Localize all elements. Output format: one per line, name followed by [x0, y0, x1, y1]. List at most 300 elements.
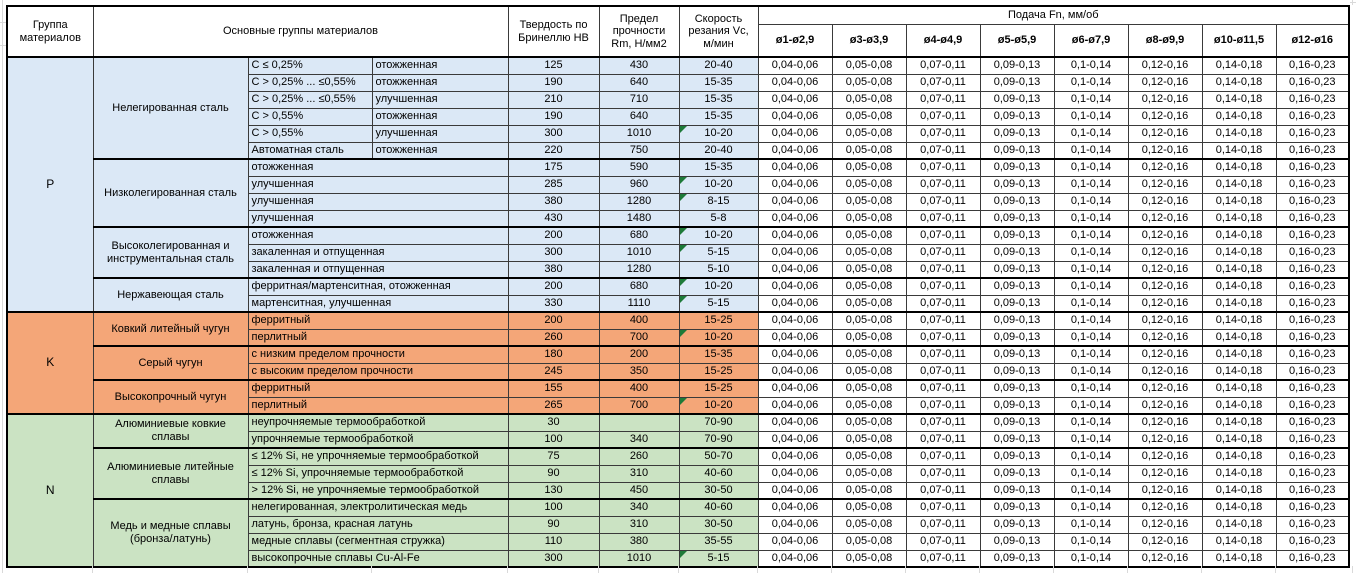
cell-feed-value[interactable]: 0,1-0,14: [1054, 91, 1128, 108]
cell-feed-value[interactable]: 0,07-0,11: [906, 210, 980, 227]
cell-feed-value[interactable]: 0,14-0,18: [1202, 516, 1276, 533]
cell-feed-value[interactable]: 0,07-0,11: [906, 414, 980, 431]
cell-hardness-hb[interactable]: 100: [508, 431, 599, 448]
cell-strength-rm[interactable]: 380: [599, 533, 679, 550]
cell-feed-value[interactable]: 0,07-0,11: [906, 57, 980, 74]
cell-feed-value[interactable]: 0,12-0,16: [1128, 329, 1202, 346]
cell-feed-value[interactable]: 0,09-0,13: [980, 431, 1054, 448]
cell-hardness-hb[interactable]: 245: [508, 363, 599, 380]
cell-feed-value[interactable]: 0,14-0,18: [1202, 142, 1276, 159]
cell-feed-value[interactable]: 0,04-0,06: [758, 431, 832, 448]
cell-feed-value[interactable]: 0,07-0,11: [906, 91, 980, 108]
cell-feed-value[interactable]: 0,12-0,16: [1128, 312, 1202, 329]
cell-feed-value[interactable]: 0,12-0,16: [1128, 516, 1202, 533]
cell-feed-value[interactable]: 0,14-0,18: [1202, 533, 1276, 550]
cell-feed-value[interactable]: 0,16-0,23: [1276, 193, 1349, 210]
cell-strength-rm[interactable]: 640: [599, 108, 679, 125]
cell-feed-value[interactable]: 0,09-0,13: [980, 91, 1054, 108]
cell-feed-value[interactable]: 0,07-0,11: [906, 465, 980, 482]
cell-cutting-speed-vc[interactable]: 15-35: [679, 74, 758, 91]
cell-cutting-speed-vc[interactable]: 15-25: [679, 380, 758, 397]
cell-feed-value[interactable]: 0,05-0,08: [832, 465, 906, 482]
cell-hardness-hb[interactable]: 330: [508, 295, 599, 312]
cell-feed-value[interactable]: 0,1-0,14: [1054, 176, 1128, 193]
cell-hardness-hb[interactable]: 220: [508, 142, 599, 159]
cell-strength-rm[interactable]: 260: [599, 448, 679, 465]
cell-strength-rm[interactable]: 340: [599, 431, 679, 448]
cell-feed-value[interactable]: 0,05-0,08: [832, 550, 906, 567]
cell-feed-value[interactable]: 0,16-0,23: [1276, 414, 1349, 431]
cell-hardness-hb[interactable]: 90: [508, 516, 599, 533]
cell-feed-value[interactable]: 0,05-0,08: [832, 159, 906, 176]
cell-hardness-hb[interactable]: 125: [508, 57, 599, 74]
cell-strength-rm[interactable]: 1010: [599, 244, 679, 261]
cell-feed-value[interactable]: 0,1-0,14: [1054, 57, 1128, 74]
cell-strength-rm[interactable]: 1280: [599, 261, 679, 278]
cell-strength-rm[interactable]: 310: [599, 465, 679, 482]
cell-material-state[interactable]: отожженная: [248, 227, 508, 244]
cell-hardness-hb[interactable]: 300: [508, 550, 599, 567]
cell-feed-value[interactable]: 0,14-0,18: [1202, 244, 1276, 261]
cell-material-state[interactable]: неупрочняемые термообработкой: [248, 414, 508, 431]
cell-feed-value[interactable]: 0,07-0,11: [906, 227, 980, 244]
cell-hardness-hb[interactable]: 90: [508, 465, 599, 482]
cell-feed-value[interactable]: 0,16-0,23: [1276, 516, 1349, 533]
cell-feed-value[interactable]: 0,16-0,23: [1276, 74, 1349, 91]
cell-subgroup-name[interactable]: Нелегированная сталь: [93, 57, 248, 159]
cell-strength-rm[interactable]: 710: [599, 91, 679, 108]
cell-feed-value[interactable]: 0,05-0,08: [832, 91, 906, 108]
cell-feed-value[interactable]: 0,16-0,23: [1276, 533, 1349, 550]
cell-feed-value[interactable]: 0,12-0,16: [1128, 210, 1202, 227]
cell-feed-value[interactable]: 0,07-0,11: [906, 108, 980, 125]
cell-cutting-speed-vc[interactable]: 40-60: [679, 499, 758, 516]
cell-strength-rm[interactable]: 680: [599, 278, 679, 295]
cell-feed-value[interactable]: 0,09-0,13: [980, 108, 1054, 125]
cell-cutting-speed-vc[interactable]: 15-25: [679, 363, 758, 380]
cell-feed-value[interactable]: 0,1-0,14: [1054, 499, 1128, 516]
cell-feed-value[interactable]: 0,12-0,16: [1128, 363, 1202, 380]
cell-feed-value[interactable]: 0,09-0,13: [980, 329, 1054, 346]
cell-feed-value[interactable]: 0,14-0,18: [1202, 465, 1276, 482]
cell-feed-value[interactable]: 0,07-0,11: [906, 295, 980, 312]
cell-feed-value[interactable]: 0,14-0,18: [1202, 380, 1276, 397]
cell-feed-value[interactable]: 0,04-0,06: [758, 346, 832, 363]
cell-feed-value[interactable]: 0,14-0,18: [1202, 159, 1276, 176]
cell-feed-value[interactable]: 0,04-0,06: [758, 57, 832, 74]
cell-hardness-hb[interactable]: 210: [508, 91, 599, 108]
cell-feed-value[interactable]: 0,05-0,08: [832, 244, 906, 261]
cell-feed-value[interactable]: 0,09-0,13: [980, 482, 1054, 499]
cell-strength-rm[interactable]: 590: [599, 159, 679, 176]
cell-feed-value[interactable]: 0,14-0,18: [1202, 312, 1276, 329]
cell-feed-value[interactable]: 0,07-0,11: [906, 533, 980, 550]
cell-feed-value[interactable]: 0,09-0,13: [980, 380, 1054, 397]
cell-strength-rm[interactable]: 700: [599, 329, 679, 346]
cell-feed-value[interactable]: 0,07-0,11: [906, 312, 980, 329]
cell-feed-value[interactable]: 0,16-0,23: [1276, 125, 1349, 142]
cell-cutting-speed-vc[interactable]: 15-35: [679, 108, 758, 125]
cell-material-state[interactable]: улучшенная: [372, 125, 508, 142]
cell-material-state[interactable]: ферритный: [248, 312, 508, 329]
cell-feed-value[interactable]: 0,16-0,23: [1276, 142, 1349, 159]
cell-feed-value[interactable]: 0,14-0,18: [1202, 550, 1276, 567]
cell-feed-value[interactable]: 0,14-0,18: [1202, 261, 1276, 278]
cell-feed-value[interactable]: 0,09-0,13: [980, 448, 1054, 465]
cell-strength-rm[interactable]: 450: [599, 482, 679, 499]
cell-feed-value[interactable]: 0,12-0,16: [1128, 465, 1202, 482]
cell-feed-value[interactable]: 0,04-0,06: [758, 74, 832, 91]
cell-feed-value[interactable]: 0,07-0,11: [906, 125, 980, 142]
cell-feed-value[interactable]: 0,12-0,16: [1128, 57, 1202, 74]
cell-feed-value[interactable]: 0,09-0,13: [980, 261, 1054, 278]
cell-hardness-hb[interactable]: 180: [508, 346, 599, 363]
cell-feed-value[interactable]: 0,16-0,23: [1276, 448, 1349, 465]
cell-feed-value[interactable]: 0,09-0,13: [980, 193, 1054, 210]
cell-group-code[interactable]: P: [7, 57, 93, 312]
header-feed-diameter-8[interactable]: ø12-ø16: [1276, 24, 1349, 57]
cell-feed-value[interactable]: 0,09-0,13: [980, 142, 1054, 159]
cell-material-state[interactable]: закаленная и отпущенная: [248, 244, 508, 261]
cell-feed-value[interactable]: 0,05-0,08: [832, 329, 906, 346]
cell-material-state[interactable]: > 12% Si, не упрочняемые термообработкой: [248, 482, 508, 499]
cell-carbon-content[interactable]: C ≤ 0,25%: [248, 57, 372, 74]
cell-feed-value[interactable]: 0,12-0,16: [1128, 159, 1202, 176]
cell-subgroup-name[interactable]: Ковкий литейный чугун: [93, 312, 248, 346]
cell-feed-value[interactable]: 0,09-0,13: [980, 278, 1054, 295]
cell-cutting-speed-vc[interactable]: 5-10: [679, 261, 758, 278]
cell-feed-value[interactable]: 0,09-0,13: [980, 125, 1054, 142]
cell-feed-value[interactable]: 0,12-0,16: [1128, 397, 1202, 414]
cell-feed-value[interactable]: 0,09-0,13: [980, 397, 1054, 414]
cell-strength-rm[interactable]: [599, 414, 679, 431]
cell-feed-value[interactable]: 0,16-0,23: [1276, 346, 1349, 363]
cell-strength-rm[interactable]: 400: [599, 380, 679, 397]
cell-feed-value[interactable]: 0,16-0,23: [1276, 159, 1349, 176]
header-feed-diameter-6[interactable]: ø8-ø9,9: [1128, 24, 1202, 57]
cell-feed-value[interactable]: 0,12-0,16: [1128, 261, 1202, 278]
cell-feed-value[interactable]: 0,1-0,14: [1054, 329, 1128, 346]
cell-feed-value[interactable]: 0,09-0,13: [980, 465, 1054, 482]
cell-feed-value[interactable]: 0,05-0,08: [832, 499, 906, 516]
cell-group-code[interactable]: N: [7, 414, 93, 567]
cell-feed-value[interactable]: 0,04-0,06: [758, 142, 832, 159]
header-feed-diameter-3[interactable]: ø4-ø4,9: [906, 24, 980, 57]
cell-feed-value[interactable]: 0,14-0,18: [1202, 397, 1276, 414]
cell-feed-value[interactable]: 0,12-0,16: [1128, 244, 1202, 261]
cell-subgroup-name[interactable]: Высокопрочный чугун: [93, 380, 248, 414]
cell-feed-value[interactable]: 0,12-0,16: [1128, 142, 1202, 159]
cell-feed-value[interactable]: 0,16-0,23: [1276, 550, 1349, 567]
cell-feed-value[interactable]: 0,04-0,06: [758, 278, 832, 295]
cell-material-state[interactable]: медные сплавы (сегментная стружка): [248, 533, 508, 550]
cell-cutting-speed-vc[interactable]: 5-15: [679, 550, 758, 567]
cell-hardness-hb[interactable]: 75: [508, 448, 599, 465]
cell-cutting-speed-vc[interactable]: 70-90: [679, 431, 758, 448]
cell-carbon-content[interactable]: Автоматная сталь: [248, 142, 372, 159]
header-feed-diameter-4[interactable]: ø5-ø5,9: [980, 24, 1054, 57]
cell-feed-value[interactable]: 0,05-0,08: [832, 193, 906, 210]
cell-material-state[interactable]: ≤ 12% Si, упрочняемые термообработкой: [248, 465, 508, 482]
cell-cutting-speed-vc[interactable]: 10-20: [679, 176, 758, 193]
cell-feed-value[interactable]: 0,16-0,23: [1276, 380, 1349, 397]
header-feed-title[interactable]: Подача Fn, мм/об: [758, 6, 1349, 24]
cell-cutting-speed-vc[interactable]: 8-15: [679, 193, 758, 210]
cell-group-code[interactable]: K: [7, 312, 93, 414]
cell-subgroup-name[interactable]: Высоколегированная и инструментальная сталь: [93, 227, 248, 278]
cell-feed-value[interactable]: 0,09-0,13: [980, 550, 1054, 567]
cell-hardness-hb[interactable]: 260: [508, 329, 599, 346]
cell-feed-value[interactable]: 0,05-0,08: [832, 448, 906, 465]
cell-feed-value[interactable]: 0,1-0,14: [1054, 363, 1128, 380]
cell-feed-value[interactable]: 0,04-0,06: [758, 448, 832, 465]
cell-feed-value[interactable]: 0,12-0,16: [1128, 448, 1202, 465]
cell-strength-rm[interactable]: 680: [599, 227, 679, 244]
cell-feed-value[interactable]: 0,04-0,06: [758, 159, 832, 176]
cell-feed-value[interactable]: 0,12-0,16: [1128, 431, 1202, 448]
cell-cutting-speed-vc[interactable]: 40-60: [679, 465, 758, 482]
cell-cutting-speed-vc[interactable]: 70-90: [679, 414, 758, 431]
cell-feed-value[interactable]: 0,04-0,06: [758, 244, 832, 261]
cell-strength-rm[interactable]: 400: [599, 312, 679, 329]
cell-feed-value[interactable]: 0,07-0,11: [906, 363, 980, 380]
cell-strength-rm[interactable]: 340: [599, 499, 679, 516]
cell-feed-value[interactable]: 0,14-0,18: [1202, 414, 1276, 431]
cell-subgroup-name[interactable]: Алюминиевые литейные сплавы: [93, 448, 248, 499]
cell-hardness-hb[interactable]: 380: [508, 261, 599, 278]
cell-feed-value[interactable]: 0,12-0,16: [1128, 482, 1202, 499]
cell-feed-value[interactable]: 0,14-0,18: [1202, 125, 1276, 142]
cell-feed-value[interactable]: 0,14-0,18: [1202, 431, 1276, 448]
cell-feed-value[interactable]: 0,09-0,13: [980, 227, 1054, 244]
cell-feed-value[interactable]: 0,1-0,14: [1054, 397, 1128, 414]
cell-feed-value[interactable]: 0,1-0,14: [1054, 108, 1128, 125]
cell-material-state[interactable]: нелегированная, электролитическая медь: [248, 499, 508, 516]
cell-hardness-hb[interactable]: 175: [508, 159, 599, 176]
cell-cutting-speed-vc[interactable]: 10-20: [679, 397, 758, 414]
cell-feed-value[interactable]: 0,12-0,16: [1128, 533, 1202, 550]
cell-feed-value[interactable]: 0,07-0,11: [906, 261, 980, 278]
cell-hardness-hb[interactable]: 190: [508, 108, 599, 125]
cell-feed-value[interactable]: 0,12-0,16: [1128, 227, 1202, 244]
cell-feed-value[interactable]: 0,1-0,14: [1054, 380, 1128, 397]
cell-feed-value[interactable]: 0,16-0,23: [1276, 108, 1349, 125]
cell-feed-value[interactable]: 0,09-0,13: [980, 499, 1054, 516]
cell-hardness-hb[interactable]: 285: [508, 176, 599, 193]
cell-cutting-speed-vc[interactable]: 15-35: [679, 91, 758, 108]
cell-material-state[interactable]: отожженная: [372, 108, 508, 125]
cell-hardness-hb[interactable]: 190: [508, 74, 599, 91]
cell-feed-value[interactable]: 0,05-0,08: [832, 482, 906, 499]
cell-strength-rm[interactable]: 1110: [599, 295, 679, 312]
cell-feed-value[interactable]: 0,16-0,23: [1276, 57, 1349, 74]
cell-strength-rm[interactable]: 960: [599, 176, 679, 193]
cell-feed-value[interactable]: 0,04-0,06: [758, 397, 832, 414]
cell-feed-value[interactable]: 0,16-0,23: [1276, 312, 1349, 329]
cell-feed-value[interactable]: 0,05-0,08: [832, 261, 906, 278]
cell-cutting-speed-vc[interactable]: 10-20: [679, 227, 758, 244]
cell-feed-value[interactable]: 0,07-0,11: [906, 431, 980, 448]
cell-feed-value[interactable]: 0,04-0,06: [758, 261, 832, 278]
cell-cutting-speed-vc[interactable]: 10-20: [679, 125, 758, 142]
cell-material-state[interactable]: закаленная и отпущенная: [248, 261, 508, 278]
cell-feed-value[interactable]: 0,05-0,08: [832, 431, 906, 448]
cell-feed-value[interactable]: 0,05-0,08: [832, 74, 906, 91]
header-cutting-speed[interactable]: Скорость резания Vc, м/мин: [679, 6, 758, 57]
cell-feed-value[interactable]: 0,04-0,06: [758, 227, 832, 244]
cell-feed-value[interactable]: 0,07-0,11: [906, 550, 980, 567]
cell-feed-value[interactable]: 0,05-0,08: [832, 516, 906, 533]
cell-feed-value[interactable]: 0,04-0,06: [758, 380, 832, 397]
cell-subgroup-name[interactable]: Низколегированная сталь: [93, 159, 248, 227]
cell-material-state[interactable]: улучшенная: [248, 176, 508, 193]
cell-feed-value[interactable]: 0,05-0,08: [832, 363, 906, 380]
cell-feed-value[interactable]: 0,04-0,06: [758, 193, 832, 210]
cell-cutting-speed-vc[interactable]: 30-50: [679, 516, 758, 533]
cell-feed-value[interactable]: 0,12-0,16: [1128, 346, 1202, 363]
cell-strength-rm[interactable]: 1010: [599, 550, 679, 567]
cell-carbon-content[interactable]: C > 0,25% ... ≤0,55%: [248, 74, 372, 91]
cell-feed-value[interactable]: 0,04-0,06: [758, 176, 832, 193]
cell-subgroup-name[interactable]: Алюминиевые ковкие сплавы: [93, 414, 248, 448]
cell-feed-value[interactable]: 0,1-0,14: [1054, 74, 1128, 91]
cell-feed-value[interactable]: 0,05-0,08: [832, 176, 906, 193]
cell-hardness-hb[interactable]: 200: [508, 227, 599, 244]
cell-hardness-hb[interactable]: 30: [508, 414, 599, 431]
cell-cutting-speed-vc[interactable]: 50-70: [679, 448, 758, 465]
cell-feed-value[interactable]: 0,1-0,14: [1054, 414, 1128, 431]
cell-feed-value[interactable]: 0,14-0,18: [1202, 499, 1276, 516]
cell-feed-value[interactable]: 0,1-0,14: [1054, 312, 1128, 329]
cell-feed-value[interactable]: 0,16-0,23: [1276, 295, 1349, 312]
cell-cutting-speed-vc[interactable]: 10-20: [679, 278, 758, 295]
cell-feed-value[interactable]: 0,1-0,14: [1054, 244, 1128, 261]
cell-feed-value[interactable]: 0,12-0,16: [1128, 176, 1202, 193]
cell-feed-value[interactable]: 0,12-0,16: [1128, 91, 1202, 108]
cell-hardness-hb[interactable]: 265: [508, 397, 599, 414]
cell-strength-rm[interactable]: 200: [599, 346, 679, 363]
cell-feed-value[interactable]: 0,12-0,16: [1128, 74, 1202, 91]
cell-feed-value[interactable]: 0,16-0,23: [1276, 176, 1349, 193]
cell-hardness-hb[interactable]: 200: [508, 278, 599, 295]
cell-feed-value[interactable]: 0,1-0,14: [1054, 227, 1128, 244]
cell-material-state[interactable]: мартенситная, улучшенная: [248, 295, 508, 312]
cell-feed-value[interactable]: 0,1-0,14: [1054, 533, 1128, 550]
cell-feed-value[interactable]: 0,05-0,08: [832, 278, 906, 295]
cell-feed-value[interactable]: 0,07-0,11: [906, 244, 980, 261]
cell-feed-value[interactable]: 0,1-0,14: [1054, 193, 1128, 210]
cell-material-state[interactable]: отожженная: [372, 142, 508, 159]
cell-feed-value[interactable]: 0,05-0,08: [832, 125, 906, 142]
cell-feed-value[interactable]: 0,09-0,13: [980, 176, 1054, 193]
cell-feed-value[interactable]: 0,07-0,11: [906, 74, 980, 91]
cell-feed-value[interactable]: 0,07-0,11: [906, 448, 980, 465]
cell-feed-value[interactable]: 0,12-0,16: [1128, 108, 1202, 125]
header-brinell-hardness[interactable]: Твердость по Бринеллю HB: [508, 6, 599, 57]
cell-feed-value[interactable]: 0,09-0,13: [980, 57, 1054, 74]
cell-feed-value[interactable]: 0,1-0,14: [1054, 278, 1128, 295]
cell-hardness-hb[interactable]: 155: [508, 380, 599, 397]
cell-feed-value[interactable]: 0,12-0,16: [1128, 295, 1202, 312]
cell-hardness-hb[interactable]: 200: [508, 312, 599, 329]
cell-feed-value[interactable]: 0,1-0,14: [1054, 448, 1128, 465]
cell-feed-value[interactable]: 0,09-0,13: [980, 533, 1054, 550]
cell-feed-value[interactable]: 0,05-0,08: [832, 210, 906, 227]
cell-feed-value[interactable]: 0,1-0,14: [1054, 125, 1128, 142]
cell-feed-value[interactable]: 0,14-0,18: [1202, 448, 1276, 465]
header-feed-diameter-2[interactable]: ø3-ø3,9: [832, 24, 906, 57]
cell-feed-value[interactable]: 0,07-0,11: [906, 499, 980, 516]
cell-material-state[interactable]: ферритный: [248, 380, 508, 397]
cell-subgroup-name[interactable]: Серый чугун: [93, 346, 248, 380]
cell-feed-value[interactable]: 0,04-0,06: [758, 499, 832, 516]
cell-feed-value[interactable]: 0,07-0,11: [906, 329, 980, 346]
cell-feed-value[interactable]: 0,14-0,18: [1202, 482, 1276, 499]
cell-material-state[interactable]: улучшенная: [248, 210, 508, 227]
cell-cutting-speed-vc[interactable]: 35-55: [679, 533, 758, 550]
cell-strength-rm[interactable]: 700: [599, 397, 679, 414]
cell-feed-value[interactable]: 0,09-0,13: [980, 159, 1054, 176]
cell-strength-rm[interactable]: 1010: [599, 125, 679, 142]
cell-material-state[interactable]: отожженная: [372, 74, 508, 91]
cell-hardness-hb[interactable]: 110: [508, 533, 599, 550]
cell-feed-value[interactable]: 0,05-0,08: [832, 397, 906, 414]
cell-cutting-speed-vc[interactable]: 15-35: [679, 346, 758, 363]
cell-feed-value[interactable]: 0,16-0,23: [1276, 227, 1349, 244]
cell-feed-value[interactable]: 0,04-0,06: [758, 533, 832, 550]
cell-hardness-hb[interactable]: 300: [508, 125, 599, 142]
cell-cutting-speed-vc[interactable]: 20-40: [679, 57, 758, 74]
cell-cutting-speed-vc[interactable]: 20-40: [679, 142, 758, 159]
cell-feed-value[interactable]: 0,14-0,18: [1202, 329, 1276, 346]
cell-feed-value[interactable]: 0,05-0,08: [832, 312, 906, 329]
cell-hardness-hb[interactable]: 100: [508, 499, 599, 516]
cell-material-state[interactable]: ≤ 12% Si, не упрочняемые термообработкой: [248, 448, 508, 465]
cell-feed-value[interactable]: 0,09-0,13: [980, 516, 1054, 533]
cell-feed-value[interactable]: 0,12-0,16: [1128, 550, 1202, 567]
cell-feed-value[interactable]: 0,07-0,11: [906, 380, 980, 397]
header-main-groups[interactable]: Основные группы материалов: [93, 6, 508, 57]
cell-feed-value[interactable]: 0,04-0,06: [758, 210, 832, 227]
cell-feed-value[interactable]: 0,14-0,18: [1202, 346, 1276, 363]
cell-subgroup-name[interactable]: Нержавеющая сталь: [93, 278, 248, 312]
cell-feed-value[interactable]: 0,1-0,14: [1054, 431, 1128, 448]
cell-cutting-speed-vc[interactable]: 5-8: [679, 210, 758, 227]
cell-carbon-content[interactable]: C > 0,55%: [248, 125, 372, 142]
cell-feed-value[interactable]: 0,04-0,06: [758, 125, 832, 142]
cell-feed-value[interactable]: 0,04-0,06: [758, 312, 832, 329]
cell-feed-value[interactable]: 0,1-0,14: [1054, 482, 1128, 499]
cell-feed-value[interactable]: 0,05-0,08: [832, 414, 906, 431]
cell-feed-value[interactable]: 0,09-0,13: [980, 414, 1054, 431]
cell-feed-value[interactable]: 0,07-0,11: [906, 159, 980, 176]
cell-feed-value[interactable]: 0,05-0,08: [832, 380, 906, 397]
cell-feed-value[interactable]: 0,12-0,16: [1128, 414, 1202, 431]
cell-feed-value[interactable]: 0,16-0,23: [1276, 261, 1349, 278]
cell-feed-value[interactable]: 0,16-0,23: [1276, 482, 1349, 499]
cell-subgroup-name[interactable]: Медь и медные сплавы (бронза/латунь): [93, 499, 248, 567]
cell-strength-rm[interactable]: 430: [599, 57, 679, 74]
cell-feed-value[interactable]: 0,05-0,08: [832, 346, 906, 363]
cell-material-state[interactable]: улучшенная: [248, 193, 508, 210]
cell-material-state[interactable]: перлитный: [248, 397, 508, 414]
cell-material-state[interactable]: высокопрочные сплавы Cu-Al-Fe: [248, 550, 508, 567]
cell-feed-value[interactable]: 0,05-0,08: [832, 533, 906, 550]
cell-feed-value[interactable]: 0,16-0,23: [1276, 329, 1349, 346]
cell-hardness-hb[interactable]: 130: [508, 482, 599, 499]
cell-feed-value[interactable]: 0,14-0,18: [1202, 278, 1276, 295]
cell-feed-value[interactable]: 0,07-0,11: [906, 346, 980, 363]
